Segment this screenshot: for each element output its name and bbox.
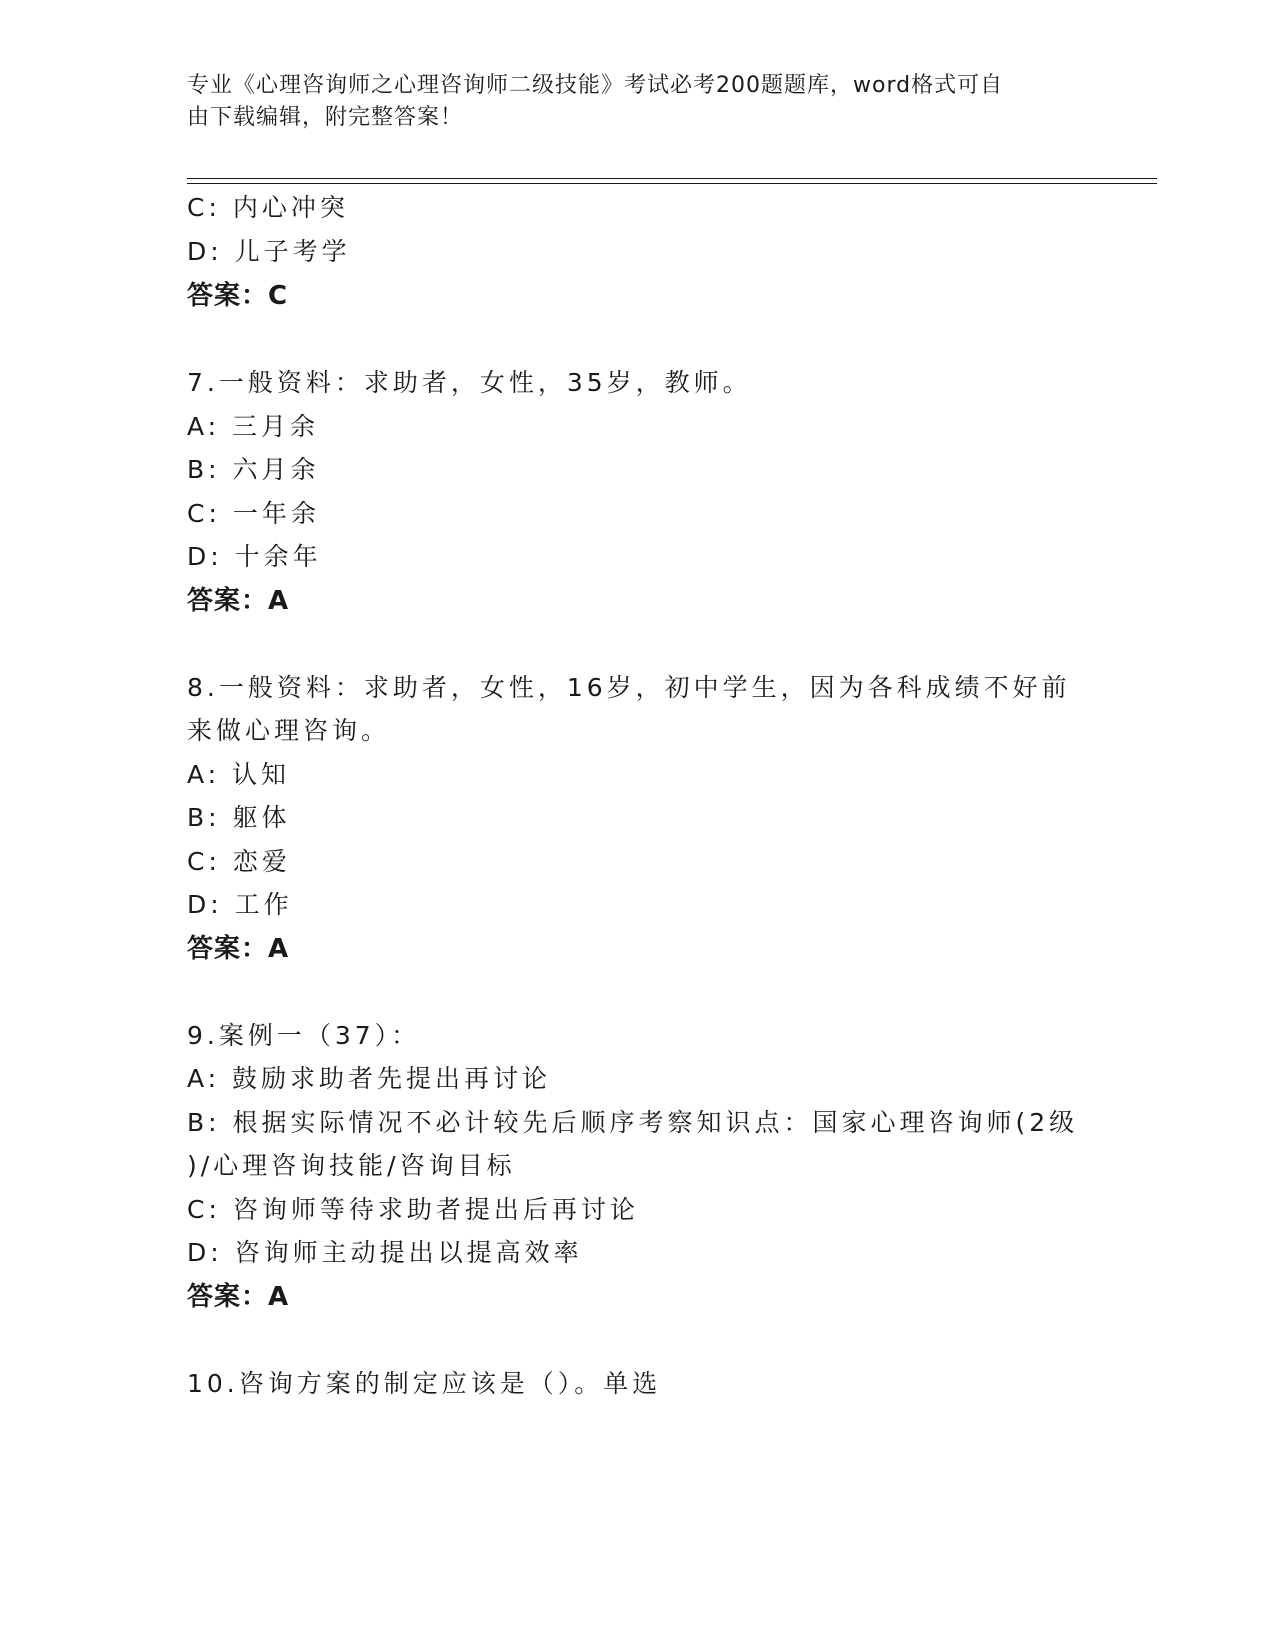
answer: 答案：C [187, 281, 289, 311]
question-7-stem: 7.一般资料：求助者，女性，35岁，教师。 [187, 368, 752, 397]
question-9-stem: 9.案例一（37）： [187, 1021, 421, 1050]
option-b-cont: )/心理咨询技能/咨询目标 [187, 1151, 516, 1180]
answer: 答案：A [187, 586, 290, 616]
option-b: B: 根据实际情况不必计较先后顺序考察知识点：国家心理咨询师(2级 [187, 1108, 1079, 1137]
question-8-stem-cont: 来做心理咨询。 [187, 716, 391, 745]
option-a: A: 认知 [187, 760, 291, 789]
option-d: D: 工作 [187, 890, 293, 919]
header-title-line-1: 专业《心理咨询师之心理咨询师二级技能》考试必考200题题库，word格式可自 [187, 73, 1004, 98]
option-d: D: 儿子考学 [187, 237, 351, 266]
option-d: D: 咨询师主动提出以提高效率 [187, 1238, 583, 1267]
answer: 答案：A [187, 934, 290, 964]
option-b: B: 六月余 [187, 455, 320, 484]
question-8-stem: 8.一般资料：求助者，女性，16岁，初中学生，因为各科成绩不好前 [187, 673, 1071, 702]
option-c: C: 咨询师等待求助者提出后再讨论 [187, 1195, 639, 1224]
header-title-line-2: 由下载编辑，附完整答案！ [187, 105, 464, 130]
option-c: C: 内心冲突 [187, 193, 349, 222]
question-10-stem: 10.咨询方案的制定应该是（）。单选 [187, 1369, 662, 1398]
header-divider-top [187, 178, 1157, 179]
header-divider-bottom [187, 183, 1157, 184]
option-d: D: 十余年 [187, 542, 322, 571]
option-a: A: 鼓励求助者先提出再讨论 [187, 1064, 552, 1093]
option-c: C: 恋爱 [187, 847, 291, 876]
option-a: A: 三月余 [187, 412, 320, 441]
option-c: C: 一年余 [187, 499, 320, 528]
answer: 答案：A [187, 1282, 290, 1312]
document-header [187, 70, 1077, 134]
option-b: B: 躯体 [187, 803, 291, 832]
